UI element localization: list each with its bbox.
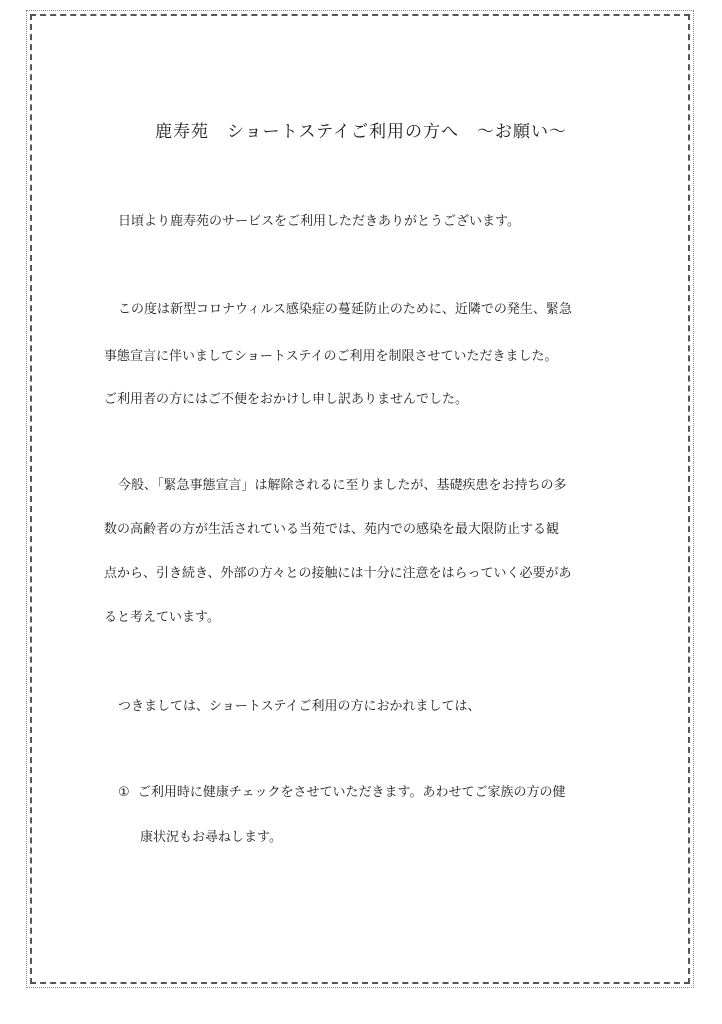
paragraph-state-of-emergency-line-4: ると考えています。	[104, 610, 220, 625]
paragraph-state-of-emergency-line-3: 点から、引き続き、外部の方々との接触には十分に注意をはらっていく必要があ	[104, 566, 572, 581]
paragraph-state-of-emergency-line-1: 今般、「緊急事態宣言」は解除されるに至りましたが、基礎疾患をお持ちの多	[118, 478, 567, 493]
list-item-text-line-2: 康状況もお尋ねします。	[140, 830, 282, 845]
paragraph-request-intro: つきましては、ショートステイご利用の方におかれましては、	[118, 699, 481, 714]
paragraph-restriction-line-1: この度は新型コロナウィルス感染症の蔓延防止のために、近隣での発生、緊急	[118, 302, 572, 317]
document-title: 鹿寿苑 ショートステイご利用の方へ ～お願い～	[155, 122, 567, 142]
list-item-number: ①	[118, 785, 130, 800]
greeting-line: 日頃より鹿寿苑のサービスをご利用しただきありがとうございます。	[118, 214, 520, 229]
decorative-page-border	[30, 14, 690, 984]
list-item-text-line-1: ご利用時に健康チェックをさせていただきます。あわせてご家族の方の健	[137, 785, 566, 800]
paragraph-restriction-line-2: 事態宣言に伴いましてショートステイのご利用を制限させていただきました。	[104, 349, 558, 364]
paragraph-restriction-line-3: ご利用者の方にはご不便をおかけし申し訳ありませんでした。	[104, 392, 469, 407]
list-item	[118, 781, 566, 800]
paragraph-state-of-emergency-line-2: 数の高齢者の方が生活されている当苑では、苑内での感染を最大限防止する観	[104, 522, 560, 537]
